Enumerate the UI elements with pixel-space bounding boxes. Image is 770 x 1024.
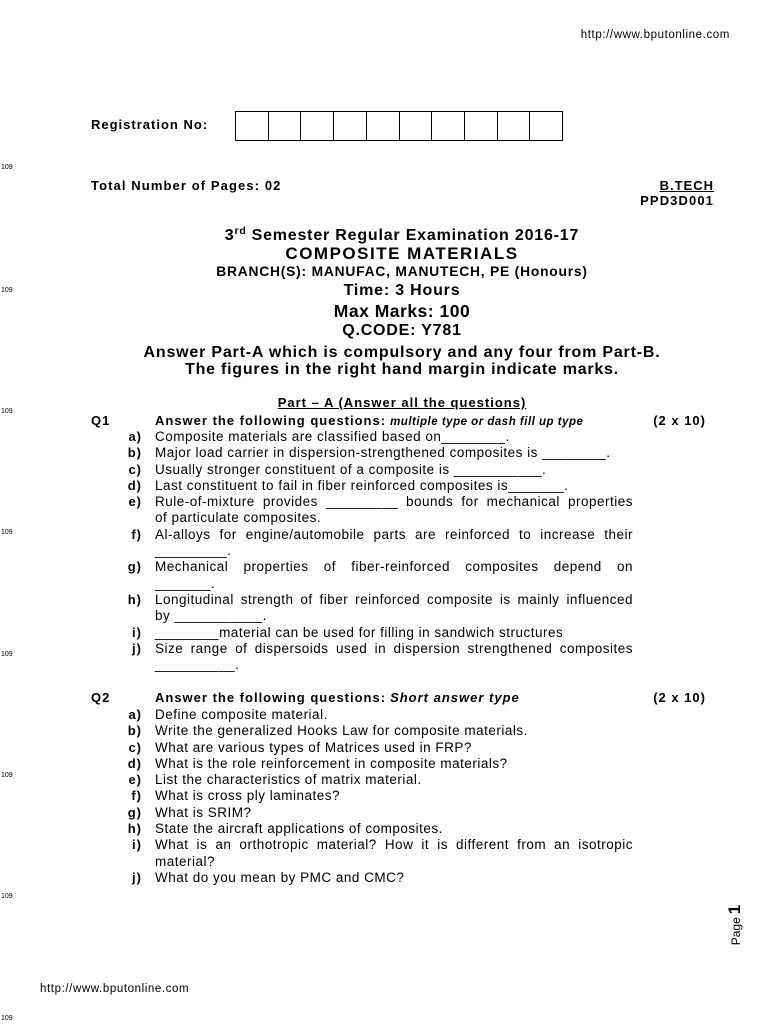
registration-box [465,112,498,140]
item-text: What is the role reinforcement in composite materials? [155,755,508,771]
item-label: c) [128,461,142,477]
item-label: d) [127,755,142,771]
item-label: h) [127,821,142,837]
registration-box [367,112,400,140]
semester-ordinal-suffix: rd [234,225,247,237]
margin-mark: 109 [1,287,13,294]
question-code: Q.CODE: Y781 [342,322,462,339]
instruction-text: Answer the following questions: [155,413,387,428]
examination-name: Semester Regular Examination 2016-17 [251,227,580,244]
registration-box [498,112,531,140]
question-header [0,412,770,429]
item-label: d) [127,477,142,493]
margin-mark: 109 [1,164,13,171]
registration-box [269,112,302,140]
item-text-continued: material? [155,853,216,869]
exam-time: Time: 3 Hours [343,282,461,299]
registration-box [236,112,269,140]
item-label: i) [132,837,142,853]
item-text: Usually stronger constituent of a composite is ___________. [155,461,547,477]
item-text: What do you mean by PMC and CMC? [155,869,405,885]
program-name: B.TECH [659,178,714,193]
item-label: g) [127,559,142,575]
question-2 [0,689,770,886]
question-item [0,772,770,788]
part-a-heading: Part – A (Answer all the questions) [277,395,527,410]
item-text: Longitudinal strength of fiber reinforced composite is mainly influenced [155,591,633,607]
margin-mark: 109 [1,1015,13,1022]
instruction-line: Answer Part-A which is compulsory and any four from Part-B. [143,344,661,361]
item-text-continued: by ___________. [155,608,267,624]
question-item [0,527,770,560]
item-text: Define composite material. [155,707,328,722]
question-item [0,788,770,804]
registration-box [301,112,334,140]
question-marks: (2 x 10) [653,690,706,705]
item-text: Write the generalized Hooks Law for composite materials. [155,723,528,739]
item-label: f) [131,788,142,804]
footer-website-link[interactable]: http://www.bputonline.com [40,983,190,995]
website-link[interactable]: http://www.bputonline.com [580,29,730,41]
question-item [0,478,770,494]
item-text: Al-alloys for engine/automobile parts are reinforced to increase their [155,526,633,542]
question-item [0,494,770,527]
item-label: h) [127,591,142,607]
subject-title: COMPOSITE MATERIALS [285,244,519,263]
question-item [0,805,770,821]
item-label: b) [127,723,142,739]
item-label: f) [131,526,142,542]
page-number [725,905,745,946]
item-text: What are various types of Matrices used in FRP? [155,739,472,755]
registration-box [400,112,433,140]
question-item [0,559,770,592]
margin-mark: 109 [1,772,13,779]
question-item [0,740,770,756]
item-label: a) [128,429,142,444]
item-text: ________material can be used for filling in sandwich structures [155,624,564,640]
question-item [0,756,770,772]
item-text-continued: of particulate composites. [155,510,322,526]
question-item [0,723,770,739]
margin-mark: 109 [1,651,13,658]
question-header [0,689,770,707]
item-label: j) [132,640,142,656]
item-text: Composite materials are classified based on________. [155,429,510,444]
question-item [0,821,770,837]
question-item [0,837,770,870]
question-item [0,625,770,641]
margin-mark: 109 [1,408,13,415]
item-text: List the characteristics of matrix material. [155,772,422,788]
question-item [0,462,770,478]
item-text: What is an orthotropic material? How it is different from an isotropic [155,837,633,853]
item-text: Major load carrier in dispersion-strengthened composites is ________. [155,445,611,461]
item-text: Size range of dispersoids used in dispersion strengthened composites [155,640,633,656]
question-marks: (2 x 10) [653,413,706,428]
margin-mark: 109 [1,529,13,536]
question-item [0,445,770,461]
item-label: e) [128,494,142,510]
question-number: Q2 [91,690,111,705]
semester-number: 3 [224,227,235,244]
registration-box [530,112,562,140]
registration-box [334,112,367,140]
item-label: a) [128,707,142,722]
answer-type: multiple type or dash fill up type [390,416,584,428]
item-text-continued: _________. [155,543,232,559]
branches: BRANCH(S): MANUFAC, MANUTECH, PE (Honours) [216,264,588,279]
question-item [0,870,770,886]
paper-code: PPD3D001 [640,193,714,208]
page-label: Page [729,917,743,946]
item-label: g) [127,804,142,820]
page-number-value: 1 [725,904,744,915]
total-pages: Total Number of Pages: 02 [91,178,282,193]
question-item [0,429,770,445]
question-item [0,641,770,674]
item-label: b) [127,445,142,461]
max-marks: Max Marks: 100 [333,301,471,321]
item-label: e) [128,772,142,788]
registration-number-boxes [235,111,563,141]
instruction-text: Answer the following questions: [155,690,387,705]
question-item [0,592,770,625]
item-text-continued: __________. [155,657,240,673]
registration-label: Registration No: [91,117,209,132]
question-number: Q1 [91,413,111,428]
item-label: c) [128,739,142,755]
item-label: i) [132,624,142,640]
item-text: What is SRIM? [155,804,252,820]
instruction-line: The figures in the right hand margin indicate marks. [185,361,619,378]
item-text: State the aircraft applications of composites. [155,821,443,837]
answer-type: Short answer type [390,690,520,705]
question-item [0,707,770,723]
item-text-continued: _______. [155,575,216,591]
item-label: j) [132,869,142,885]
item-text: Mechanical properties of fiber-reinforced composites depend on [155,559,633,575]
item-text: Rule-of-mixture provides _________ bounds for mechanical properties [155,494,633,510]
question-instruction [155,689,520,707]
item-text: What is cross ply laminates? [155,788,341,804]
margin-mark: 109 [1,893,13,900]
registration-box [432,112,465,140]
item-text: Last constituent to fail in fiber reinforced composites is_______. [155,477,569,493]
question-1 [0,412,770,673]
